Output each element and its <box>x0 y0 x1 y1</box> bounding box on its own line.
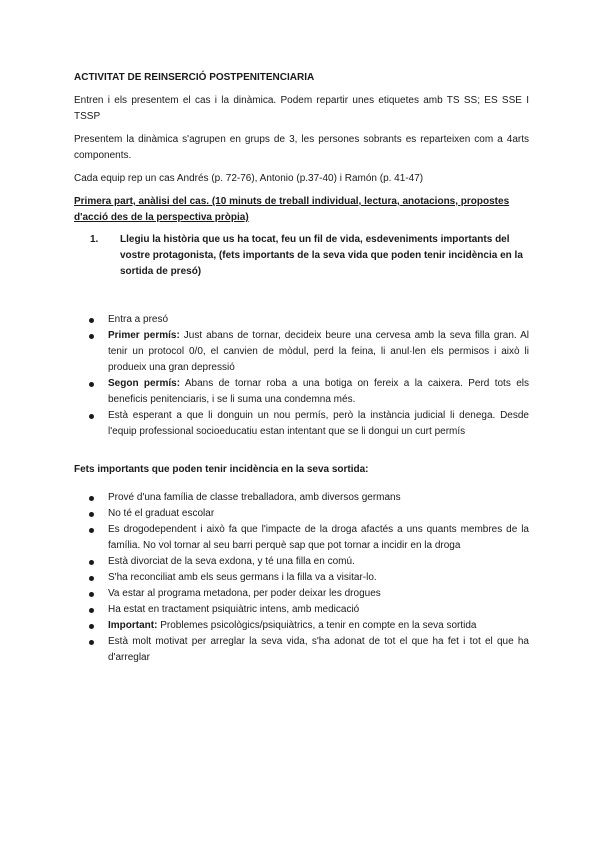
list-item: Important: Problemes psicològics/psiquiàtrics, a tenir en compte en la seva sortida <box>74 618 529 634</box>
bullet-icon <box>89 528 94 533</box>
document-content <box>74 70 529 666</box>
task-list <box>74 232 529 280</box>
list-item: Està molt motivat per arreglar la seva vida, s'ha adonat de tot el que ha fet i tot el que ha d'arreglar <box>74 634 529 666</box>
section-heading: Primera part, anàlisi del cas. (10 minuts de treball individual, lectura, anotacions, propostes d'acció des de la perspectiva pròpia) <box>74 196 510 223</box>
events-list <box>74 312 529 440</box>
list-item: Va estar al programa metadona, per poder deixar les drogues <box>74 586 529 602</box>
task-item <box>74 232 529 280</box>
task-text: Llegiu la història que us ha tocat, feu un fil de vida, esdeveniments importants del vostre protagonista, (fets importants de la seva vida que poden tenir incidència en la sortida de presó) <box>120 234 523 277</box>
document-title: ACTIVITAT DE REINSERCIÓ POSTPENITENCIARIA <box>74 72 315 83</box>
bullet-icon <box>89 640 94 645</box>
task-number: 1. <box>90 234 99 245</box>
bullet-icon <box>89 334 94 339</box>
list-item: Es drogodependent i això fa que l'impacte de la droga afactés a uns quants membres de la família. No vol tornar al seu barri perquè sap que pot tornar a incidir en la droga <box>74 522 529 554</box>
intro-paragraph-1: Entren i els presentem el cas i la dinàmica. Podem repartir unes etiquetes amb TS SS; ES SSE I TSSP <box>74 95 529 122</box>
bullet-icon <box>89 592 94 597</box>
bullet-icon <box>89 624 94 629</box>
bullet-icon <box>89 382 94 387</box>
list-item: Està esperant a que li donguin un nou permís, però la instància judicial li denega. Desde l'equip professional socioeducatiu estan intentant que se li dongui un curt permís <box>74 408 529 440</box>
bullet-icon <box>89 560 94 565</box>
bullet-icon <box>89 576 94 581</box>
list-item: Segon permís: Abans de tornar roba a una botiga on fereix a la caixera. Perd tots els beneficis penitenciaris, i se li suma una condemna més. <box>74 376 529 408</box>
list-item: S'ha reconciliat amb els seus germans i la filla va a visitar-lo. <box>74 570 529 586</box>
intro-paragraph-3: Cada equip rep un cas Andrés (p. 72-76), Antonio (p.37-40) i Ramón (p. 41-47) <box>74 173 424 184</box>
list-item: Primer permís: Just abans de tornar, decideix beure una cervesa amb la seva filla gran. Al tenir un protocol 0/0, el canvien de mòdul, perd la feina, li anul·len els permisos i això li produeix una gran depressió <box>74 328 529 376</box>
list-item: No té el graduat escolar <box>74 506 529 522</box>
intro-paragraph-2: Presentem la dinàmica s'agrupen en grups de 3, les persones sobrants es reparteixen com a 4arts components. <box>74 134 529 161</box>
list-item: Està divorciat de la seva exdona, y té una filla en comú. <box>74 554 529 570</box>
list-item: Entra a presó <box>74 312 529 328</box>
bullet-icon <box>89 414 94 419</box>
bullet-icon <box>89 318 94 323</box>
bullet-icon <box>89 512 94 517</box>
list-item: Ha estat en tractament psiquiàtric intens, amb medicació <box>74 602 529 618</box>
bullet-icon <box>89 608 94 613</box>
list-item: Prové d'una família de classe treballadora, amb diversos germans <box>74 490 529 506</box>
facts-heading: Fets importants que poden tenir incidència en la seva sortida: <box>74 464 369 475</box>
facts-list <box>74 490 529 666</box>
bullet-icon <box>89 496 94 501</box>
